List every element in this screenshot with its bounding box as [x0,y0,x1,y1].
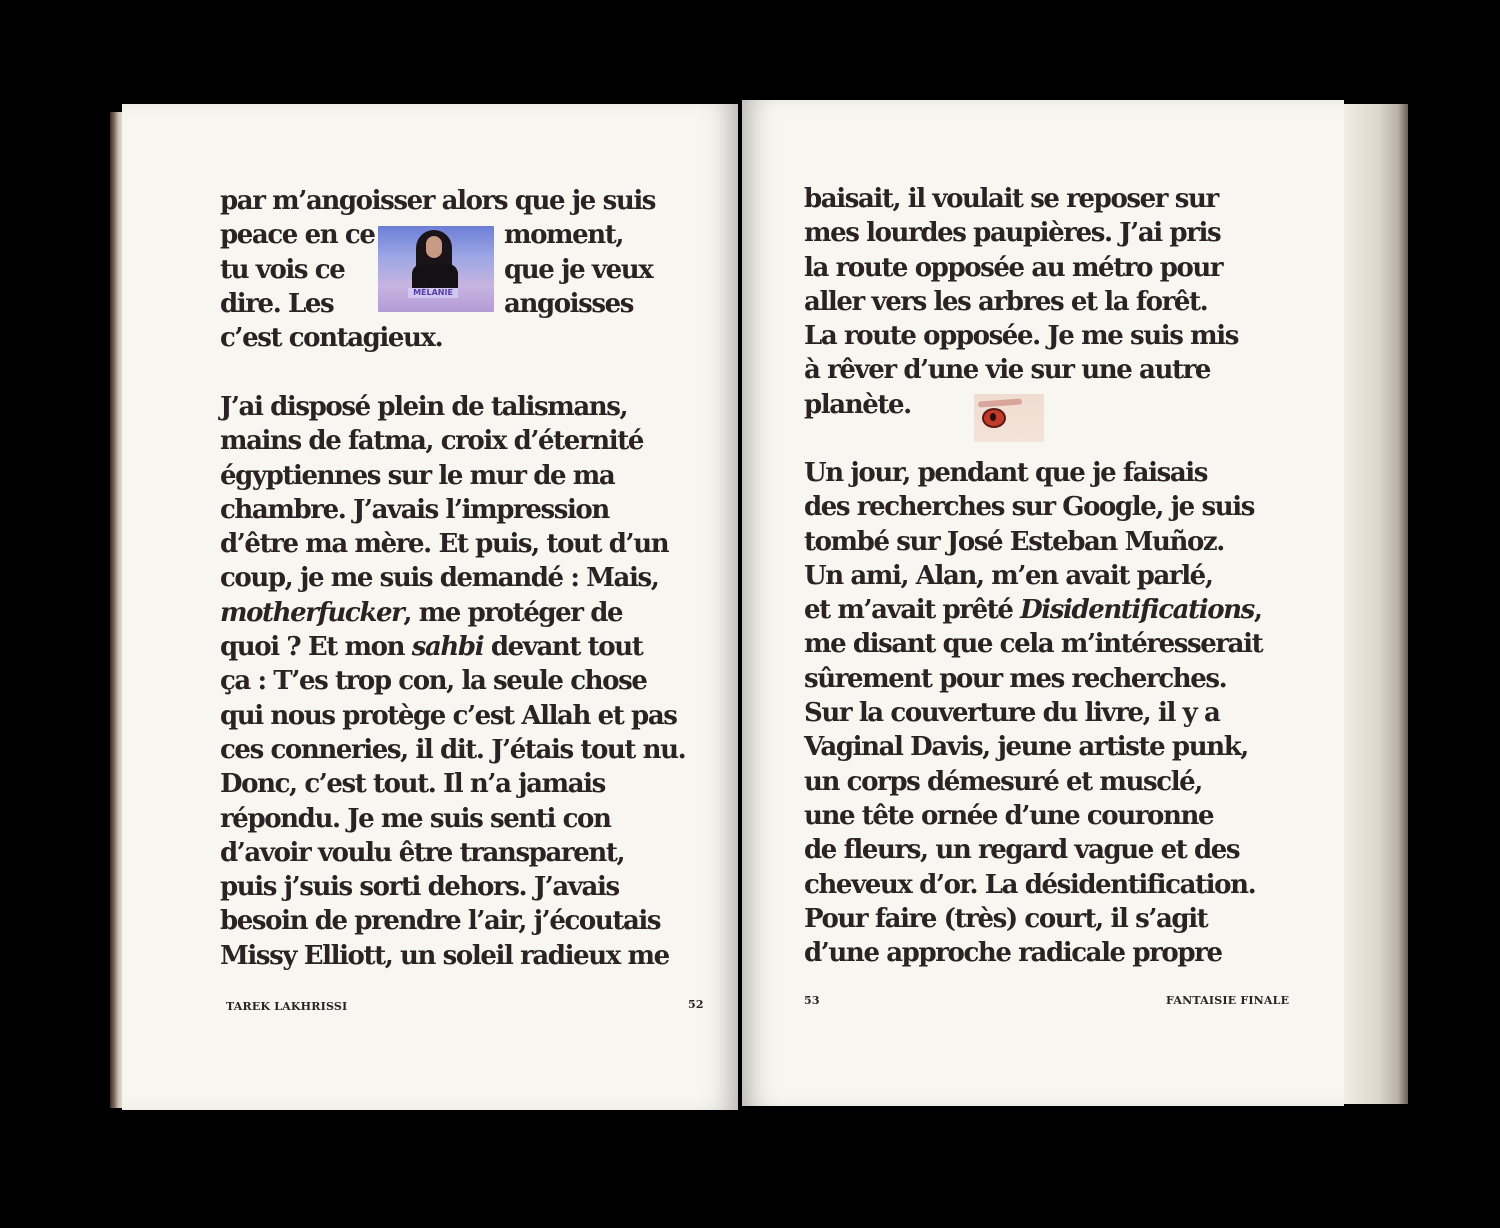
text-line: aller vers les arbres et la forêt. [804,286,1208,317]
text-line: c’est contagieux. [220,323,443,354]
text-line: tombé sur José Esteban Muñoz. [804,526,1224,557]
text-line: mes lourdes paupières. J’ai pris [804,218,1221,249]
text-line: cheveux d’or. La désidentification. [804,869,1256,900]
text-line: d’avoir voulu être transparent, [220,837,625,868]
text-line: d’être ma mère. Et puis, tout d’un [220,529,669,560]
text-line: d’une approche radicale propre [804,938,1222,969]
italic-word: motherfucker [220,597,404,628]
eye-brow [978,398,1022,407]
text-line: planète. [804,389,911,420]
text-line: par m’angoisser alors que je suis [220,186,656,216]
text-line [220,630,685,664]
text-segment: , me protéger de [403,597,623,628]
text-line: Pour faire (très) court, il s’agit [804,903,1208,934]
text-line: une tête ornée d’une couronne [804,800,1214,831]
text-line: répondu. Je me suis senti con [220,803,611,834]
text-line [804,593,1262,627]
text-segment: dire. Les [220,288,334,319]
text-line [220,596,685,630]
running-footer-author: TAREK LAKHRISSI [226,1000,348,1013]
text-line: Un jour, pendant que je faisais [804,458,1207,488]
text-segment: angoisses [504,288,634,319]
text-line: égyptiennes sur le mur de ma [220,460,615,491]
text-line: la route opposée au métro pour [804,252,1223,283]
text-line: J’ai disposé plein de talismans, [220,392,628,422]
text-line: sûrement pour mes recherches. [804,663,1227,694]
text-line: Sur la couverture du livre, il y a [804,698,1220,729]
text-segment: tu vois ce [220,254,345,285]
anime-eye-image [974,394,1044,442]
text-segment: devant tout [483,632,643,663]
text-segment: , [1253,595,1262,626]
text-line: des recherches sur Google, je suis [804,492,1254,523]
tv-screenshot-image [378,226,494,312]
book-edge-right [1342,104,1408,1104]
text-segment: peace en ce [220,220,375,251]
text-line: à rêver d’une vie sur une autre [804,355,1211,386]
text-line: ces conneries, il dit. J’étais tout nu. [220,734,686,765]
page-number: 52 [688,998,704,1011]
page-number: 53 [804,994,820,1007]
text-line: puis j’suis sorti dehors. J’avais [220,872,619,903]
text-line: besoin de prendre l’air, j’écoutais [220,906,661,937]
text-line: Missy Elliott, un soleil radieux me [220,940,669,971]
text-line: qui nous protège c’est Allah et pas [220,700,677,731]
text-line: ça : T’es trop con, la seule chose [220,666,647,697]
text-line: baisait, il voulait se reposer sur [804,184,1218,214]
figure-face [426,236,442,258]
text-line: Un ami, Alan, m’en avait parlé, [804,560,1213,591]
right-paragraph-1 [804,182,1238,422]
text-line: coup, je me suis demandé : Mais, [220,563,659,594]
text-line: mains de fatma, croix d’éternité [220,426,643,457]
text-line: La route opposée. Je me suis mis [804,321,1238,352]
text-segment: et m’avait prêté [804,595,1021,626]
text-line: de fleurs, un regard vague et des [804,835,1240,866]
running-footer-title: FANTAISIE FINALE [1166,994,1290,1007]
text-line: Vaginal Davis, jeune artiste punk, [804,732,1248,763]
text-segment: que je veux [504,254,653,285]
left-paragraph-2 [220,390,685,973]
text-line: Donc, c’est tout. Il n’a jamais [220,769,605,800]
text-segment: moment, [504,220,624,251]
italic-word: sahbi [411,632,484,663]
text-line: un corps démesuré et musclé, [804,766,1202,797]
right-page [742,100,1344,1106]
text-line: chambre. J’avais l’impression [220,494,609,525]
left-page [122,104,738,1110]
text-segment: quoi ? Et mon [220,632,412,663]
italic-book-title: Disidentifications [1020,595,1254,626]
right-paragraph-2 [804,456,1262,970]
eye-pupil [990,413,996,421]
text-line: me disant que cela m’intéresserait [804,629,1263,660]
image-caption-banner: MÉLANIE [408,288,458,298]
